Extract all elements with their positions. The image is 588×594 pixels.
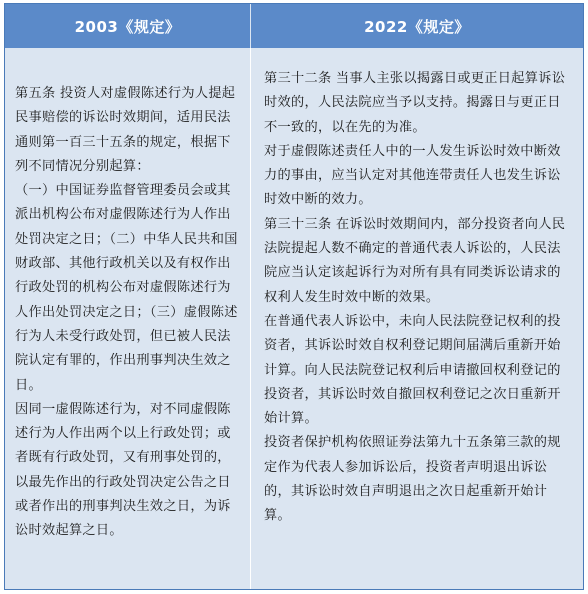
paragraph-article-5: 第五条 投资人对虚假陈述行为人提起民事赔偿的诉讼时效期间，适用民法通则第一百三十五条的规定，根据下列不同情况分别起算：: [15, 86, 236, 174]
paragraph-representative-litigation: 在普通代表人诉讼中，未向人民法院登记权利的投资者，其诉讼时效自权利登记期间届满后重新开始计算。向人民法院登记权利后申请撤回权利登记的投资者，其诉讼时效自撤回权利登记之次日重新开始计算。: [264, 313, 561, 427]
comparison-table: [4, 3, 584, 590]
paragraph-start-dates: （一）中国证券监督管理委员会或其派出机构公布对虚假陈述行为人作出处罚决定之日；（二）中华人民共和国财政部、其他行政机关以及有权作出行政处罚的机构公布对虚假陈述行为人作出处罚决定之日；（三）虚假陈述行为人未受行政处罚，但已被人民法院认定有罪的，作出刑事判决生效之日。: [15, 183, 238, 393]
paragraph-joint-liability: 对于虚假陈述责任人中的一人发生诉讼时效中断效力的事由，应当认定对其他连带责任人也发生诉讼时效中断的效力。: [264, 143, 561, 208]
header-2022-regulation: 2022《规定》: [251, 4, 583, 48]
paragraph-multiple-penalties: 因同一虚假陈述行为，对不同虚假陈述行为人作出两个以上行政处罚；或者既有行政处罚，又有刑事处罚的，以最先作出的行政处罚决定公告之日或者作出的刑事判决生效之日，为诉讼时效起算之日。: [15, 401, 231, 539]
paragraph-article-33: 第三十三条 在诉讼时效期间内，部分投资者向人民法院提起人数不确定的普通代表人诉讼的，人民法院应当认定该起诉行为对所有具有同类诉讼请求的权利人发生时效中断的效果。: [264, 216, 566, 305]
paragraph-investor-protection: 投资者保护机构依照证券法第九十五条第三款的规定作为代表人参加诉讼后，投资者声明退出诉讼的，其诉讼时效自声明退出之次日起重新开始计算。: [264, 435, 561, 524]
column-2022-content: [251, 48, 583, 589]
column-2003-content: [5, 48, 251, 589]
paragraph-article-32: 第三十二条 当事人主张以揭露日或更正日起算诉讼时效的，人民法院应当予以支持。揭露日与更正日不一致的，以在先的为准。: [264, 71, 566, 135]
header-2003-regulation: 2003《规定》: [5, 4, 251, 48]
